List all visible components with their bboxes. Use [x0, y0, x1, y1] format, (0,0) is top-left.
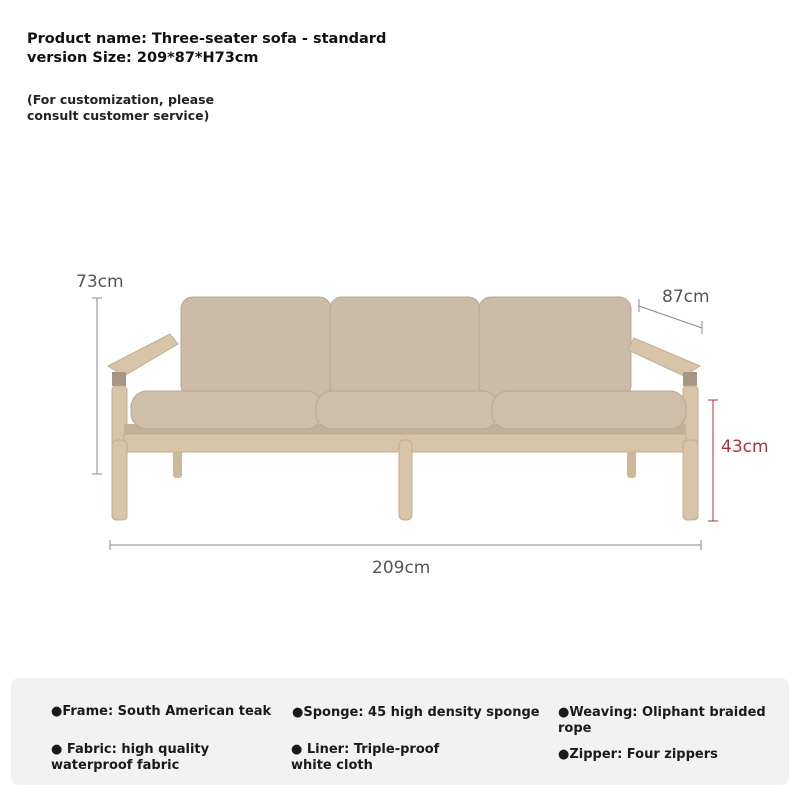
customization-note-line1: (For customization, please: [27, 92, 215, 107]
spec-fabric: [51, 742, 209, 774]
product-name: Product name: Three-seater sofa - standard: [27, 31, 387, 47]
spec-sponge: ●Sponge: 45 high density sponge: [292, 705, 540, 720]
spec-liner-line1: ● Liner: Triple-proof: [291, 742, 440, 757]
customization-note-line2: consult customer service): [27, 108, 210, 123]
spec-zipper: ●Zipper: Four zippers: [558, 747, 718, 762]
height-dimension-line: [92, 298, 102, 474]
seat-height-dimension-line: [708, 400, 718, 521]
width-dimension-line: [110, 540, 701, 550]
spec-weaving: ●Weaving: Oliphant braided rope: [558, 705, 766, 736]
spec-fabric-line2: waterproof fabric: [51, 758, 180, 773]
height-label: 73cm: [76, 272, 124, 292]
spec-frame: ●Frame: South American teak: [51, 704, 272, 719]
width-label: 209cm: [372, 558, 431, 578]
spec-liner: [291, 742, 439, 774]
seat-cushions: [131, 391, 686, 429]
version-size: version Size: 209*87*H73cm: [27, 50, 259, 66]
seat-height-label: 43cm: [721, 437, 769, 457]
spec-liner-line2: white cloth: [291, 758, 373, 773]
back-cushions: [181, 297, 631, 397]
spec-fabric-line1: ● Fabric: high quality: [51, 742, 210, 757]
depth-label: 87cm: [662, 287, 710, 307]
